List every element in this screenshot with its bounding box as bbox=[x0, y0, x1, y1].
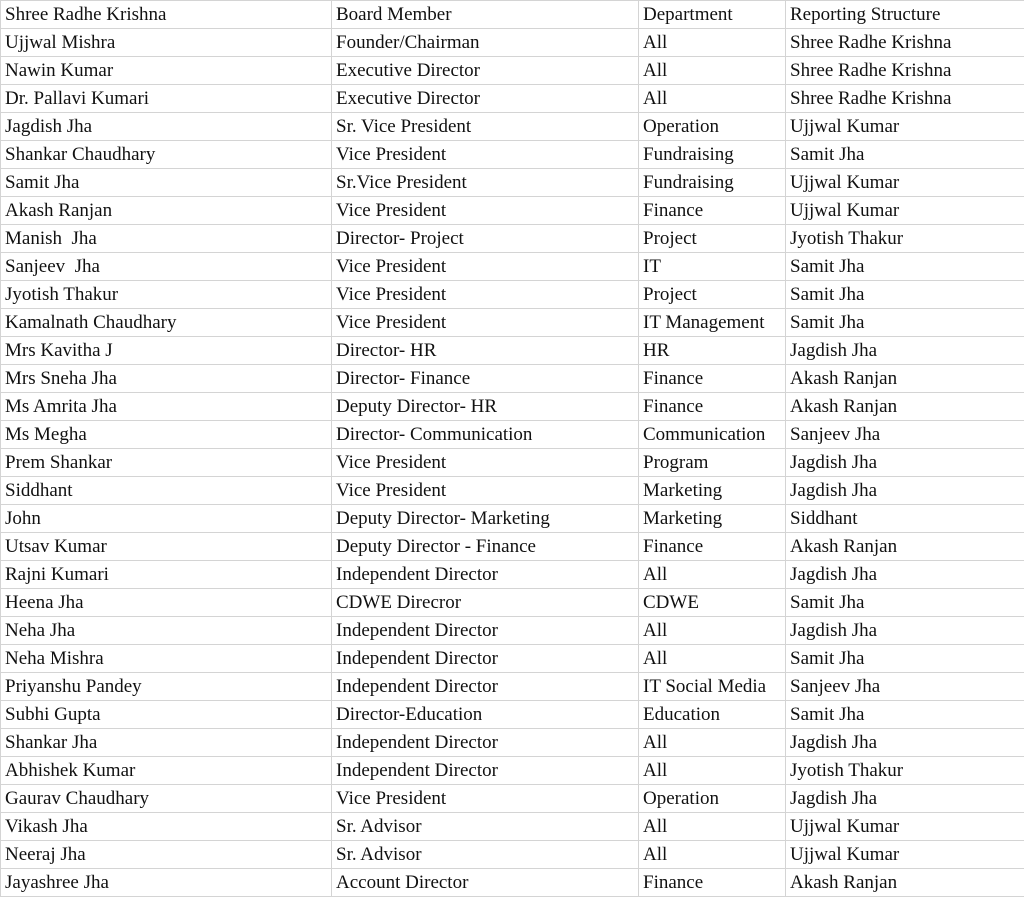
board-role-cell[interactable]: Vice President bbox=[332, 281, 639, 309]
name-cell[interactable]: Akash Ranjan bbox=[1, 197, 332, 225]
board-role-cell[interactable]: Director- Communication bbox=[332, 421, 639, 449]
department-cell[interactable]: All bbox=[639, 57, 786, 85]
reporting-cell[interactable]: Jagdish Jha bbox=[786, 617, 1024, 645]
department-cell[interactable]: All bbox=[639, 729, 786, 757]
board-role-cell[interactable]: Vice President bbox=[332, 309, 639, 337]
name-cell[interactable]: Neha Mishra bbox=[1, 645, 332, 673]
name-cell[interactable]: Prem Shankar bbox=[1, 449, 332, 477]
table-row bbox=[1, 113, 1024, 141]
name-cell[interactable]: Shankar Chaudhary bbox=[1, 141, 332, 169]
department-cell[interactable]: Communication bbox=[639, 421, 786, 449]
board-role-cell[interactable]: Board Member bbox=[332, 1, 639, 29]
name-cell[interactable]: Vikash Jha bbox=[1, 813, 332, 841]
reporting-cell[interactable]: Akash Ranjan bbox=[786, 869, 1024, 897]
board-role-cell[interactable]: Account Director bbox=[332, 869, 639, 897]
department-cell[interactable]: All bbox=[639, 841, 786, 869]
name-cell[interactable]: Siddhant bbox=[1, 477, 332, 505]
reporting-cell[interactable]: Samit Jha bbox=[786, 701, 1024, 729]
name-cell[interactable]: Nawin Kumar bbox=[1, 57, 332, 85]
name-cell[interactable]: Mrs Sneha Jha bbox=[1, 365, 332, 393]
reporting-cell[interactable]: Ujjwal Kumar bbox=[786, 113, 1024, 141]
name-cell[interactable]: Shree Radhe Krishna bbox=[1, 1, 332, 29]
name-cell[interactable]: Ms Amrita Jha bbox=[1, 393, 332, 421]
board-role-cell[interactable]: Deputy Director- HR bbox=[332, 393, 639, 421]
reporting-cell[interactable]: Samit Jha bbox=[786, 309, 1024, 337]
board-role-cell[interactable]: Independent Director bbox=[332, 729, 639, 757]
reporting-cell[interactable]: Jagdish Jha bbox=[786, 477, 1024, 505]
table-row bbox=[1, 589, 1024, 617]
department-cell[interactable]: Operation bbox=[639, 785, 786, 813]
board-role-cell[interactable]: Deputy Director - Finance bbox=[332, 533, 639, 561]
department-cell[interactable]: Operation bbox=[639, 113, 786, 141]
board-role-cell[interactable]: Vice President bbox=[332, 141, 639, 169]
department-cell[interactable]: IT Management bbox=[639, 309, 786, 337]
board-role-cell[interactable]: Sr. Advisor bbox=[332, 813, 639, 841]
name-cell[interactable]: Jayashree Jha bbox=[1, 869, 332, 897]
table-row bbox=[1, 869, 1024, 897]
board-role-cell[interactable]: Vice President bbox=[332, 477, 639, 505]
table-row bbox=[1, 57, 1024, 85]
department-cell[interactable]: HR bbox=[639, 337, 786, 365]
board-role-cell[interactable]: Vice President bbox=[332, 449, 639, 477]
board-role-cell[interactable]: Vice President bbox=[332, 785, 639, 813]
name-cell[interactable]: Dr. Pallavi Kumari bbox=[1, 85, 332, 113]
table-row bbox=[1, 477, 1024, 505]
table-row bbox=[1, 421, 1024, 449]
table-row bbox=[1, 813, 1024, 841]
board-role-cell[interactable]: Vice President bbox=[332, 253, 639, 281]
name-cell[interactable]: Manish Jha bbox=[1, 225, 332, 253]
reporting-cell[interactable]: Samit Jha bbox=[786, 281, 1024, 309]
table-body bbox=[1, 1, 1024, 897]
department-cell[interactable]: All bbox=[639, 757, 786, 785]
name-cell[interactable]: Neha Jha bbox=[1, 617, 332, 645]
department-cell[interactable]: IT bbox=[639, 253, 786, 281]
name-cell[interactable]: Shankar Jha bbox=[1, 729, 332, 757]
board-role-cell[interactable]: Executive Director bbox=[332, 57, 639, 85]
name-cell[interactable]: Subhi Gupta bbox=[1, 701, 332, 729]
department-cell[interactable]: IT Social Media bbox=[639, 673, 786, 701]
department-cell[interactable]: Department bbox=[639, 1, 786, 29]
table-row bbox=[1, 673, 1024, 701]
table-row bbox=[1, 29, 1024, 57]
department-cell[interactable]: Finance bbox=[639, 869, 786, 897]
reporting-cell[interactable]: Ujjwal Kumar bbox=[786, 813, 1024, 841]
name-cell[interactable]: John bbox=[1, 505, 332, 533]
reporting-cell[interactable]: Shree Radhe Krishna bbox=[786, 29, 1024, 57]
board-role-cell[interactable]: CDWE Direcror bbox=[332, 589, 639, 617]
table-row bbox=[1, 85, 1024, 113]
reporting-cell[interactable]: Samit Jha bbox=[786, 645, 1024, 673]
table-row bbox=[1, 701, 1024, 729]
board-role-cell[interactable]: Deputy Director- Marketing bbox=[332, 505, 639, 533]
table-row bbox=[1, 617, 1024, 645]
reporting-cell[interactable]: Ujjwal Kumar bbox=[786, 841, 1024, 869]
reporting-cell[interactable]: Samit Jha bbox=[786, 253, 1024, 281]
name-cell[interactable]: Sanjeev Jha bbox=[1, 253, 332, 281]
reporting-cell[interactable]: Jyotish Thakur bbox=[786, 225, 1024, 253]
name-cell[interactable]: Utsav Kumar bbox=[1, 533, 332, 561]
table-row bbox=[1, 561, 1024, 589]
name-cell[interactable]: Neeraj Jha bbox=[1, 841, 332, 869]
department-cell[interactable]: Fundraising bbox=[639, 141, 786, 169]
reporting-cell[interactable]: Siddhant bbox=[786, 505, 1024, 533]
reporting-cell[interactable]: Jyotish Thakur bbox=[786, 757, 1024, 785]
table-row bbox=[1, 729, 1024, 757]
department-cell[interactable]: All bbox=[639, 813, 786, 841]
name-cell[interactable]: Jagdish Jha bbox=[1, 113, 332, 141]
board-role-cell[interactable]: Director- Project bbox=[332, 225, 639, 253]
department-cell[interactable]: All bbox=[639, 645, 786, 673]
name-cell[interactable]: Rajni Kumari bbox=[1, 561, 332, 589]
department-cell[interactable]: Project bbox=[639, 225, 786, 253]
table-row bbox=[1, 225, 1024, 253]
table-row bbox=[1, 785, 1024, 813]
department-cell[interactable]: All bbox=[639, 85, 786, 113]
reporting-cell[interactable]: Jagdish Jha bbox=[786, 337, 1024, 365]
reporting-cell[interactable]: Sanjeev Jha bbox=[786, 673, 1024, 701]
department-cell[interactable]: Finance bbox=[639, 365, 786, 393]
reporting-cell[interactable]: Jagdish Jha bbox=[786, 785, 1024, 813]
board-role-cell[interactable]: Sr.Vice President bbox=[332, 169, 639, 197]
name-cell[interactable]: Gaurav Chaudhary bbox=[1, 785, 332, 813]
table-row bbox=[1, 281, 1024, 309]
board-role-cell[interactable]: Director-Education bbox=[332, 701, 639, 729]
name-cell[interactable]: Mrs Kavitha J bbox=[1, 337, 332, 365]
reporting-cell[interactable]: Akash Ranjan bbox=[786, 533, 1024, 561]
board-role-cell[interactable]: Director- HR bbox=[332, 337, 639, 365]
reporting-cell[interactable]: Jagdish Jha bbox=[786, 729, 1024, 757]
name-cell[interactable]: Abhishek Kumar bbox=[1, 757, 332, 785]
department-cell[interactable]: All bbox=[639, 561, 786, 589]
board-role-cell[interactable]: Independent Director bbox=[332, 645, 639, 673]
department-cell[interactable]: Finance bbox=[639, 197, 786, 225]
board-role-cell[interactable]: Independent Director bbox=[332, 617, 639, 645]
name-cell[interactable]: Priyanshu Pandey bbox=[1, 673, 332, 701]
reporting-cell[interactable]: Samit Jha bbox=[786, 589, 1024, 617]
table-row bbox=[1, 197, 1024, 225]
department-cell[interactable]: Marketing bbox=[639, 477, 786, 505]
reporting-cell[interactable]: Ujjwal Kumar bbox=[786, 197, 1024, 225]
name-cell[interactable]: Jyotish Thakur bbox=[1, 281, 332, 309]
table-row bbox=[1, 393, 1024, 421]
board-role-cell[interactable]: Executive Director bbox=[332, 85, 639, 113]
table-row bbox=[1, 365, 1024, 393]
board-role-cell[interactable]: Independent Director bbox=[332, 757, 639, 785]
board-role-cell[interactable]: Sr. Vice President bbox=[332, 113, 639, 141]
reporting-cell[interactable]: Jagdish Jha bbox=[786, 561, 1024, 589]
department-cell[interactable]: All bbox=[639, 617, 786, 645]
reporting-cell[interactable]: Sanjeev Jha bbox=[786, 421, 1024, 449]
table-row bbox=[1, 141, 1024, 169]
board-role-cell[interactable]: Director- Finance bbox=[332, 365, 639, 393]
reporting-cell[interactable]: Ujjwal Kumar bbox=[786, 169, 1024, 197]
table-row bbox=[1, 505, 1024, 533]
table-row bbox=[1, 757, 1024, 785]
department-cell[interactable]: CDWE bbox=[639, 589, 786, 617]
name-cell[interactable]: Kamalnath Chaudhary bbox=[1, 309, 332, 337]
reporting-cell[interactable]: Shree Radhe Krishna bbox=[786, 57, 1024, 85]
table-row bbox=[1, 253, 1024, 281]
name-cell[interactable]: Ms Megha bbox=[1, 421, 332, 449]
table-row bbox=[1, 169, 1024, 197]
department-cell[interactable]: Fundraising bbox=[639, 169, 786, 197]
department-cell[interactable]: Project bbox=[639, 281, 786, 309]
table-row bbox=[1, 533, 1024, 561]
name-cell[interactable]: Ujjwal Mishra bbox=[1, 29, 332, 57]
table-row bbox=[1, 337, 1024, 365]
reporting-cell[interactable]: Shree Radhe Krishna bbox=[786, 85, 1024, 113]
table-row-first bbox=[1, 1, 1024, 29]
board-role-cell[interactable]: Independent Director bbox=[332, 673, 639, 701]
name-cell[interactable]: Heena Jha bbox=[1, 589, 332, 617]
table-row bbox=[1, 309, 1024, 337]
board-role-cell[interactable]: Independent Director bbox=[332, 561, 639, 589]
table-row bbox=[1, 841, 1024, 869]
department-cell[interactable]: Marketing bbox=[639, 505, 786, 533]
department-cell[interactable]: Education bbox=[639, 701, 786, 729]
table-row bbox=[1, 645, 1024, 673]
name-cell[interactable]: Samit Jha bbox=[1, 169, 332, 197]
reporting-cell[interactable]: Jagdish Jha bbox=[786, 449, 1024, 477]
department-cell[interactable]: Finance bbox=[639, 533, 786, 561]
reporting-cell[interactable]: Akash Ranjan bbox=[786, 393, 1024, 421]
department-cell[interactable]: Finance bbox=[639, 393, 786, 421]
board-role-cell[interactable]: Vice President bbox=[332, 197, 639, 225]
reporting-cell[interactable]: Reporting Structure bbox=[786, 1, 1024, 29]
table-row bbox=[1, 449, 1024, 477]
department-cell[interactable]: All bbox=[639, 29, 786, 57]
board-role-cell[interactable]: Founder/Chairman bbox=[332, 29, 639, 57]
reporting-cell[interactable]: Akash Ranjan bbox=[786, 365, 1024, 393]
reporting-cell[interactable]: Samit Jha bbox=[786, 141, 1024, 169]
board-role-cell[interactable]: Sr. Advisor bbox=[332, 841, 639, 869]
department-cell[interactable]: Program bbox=[639, 449, 786, 477]
